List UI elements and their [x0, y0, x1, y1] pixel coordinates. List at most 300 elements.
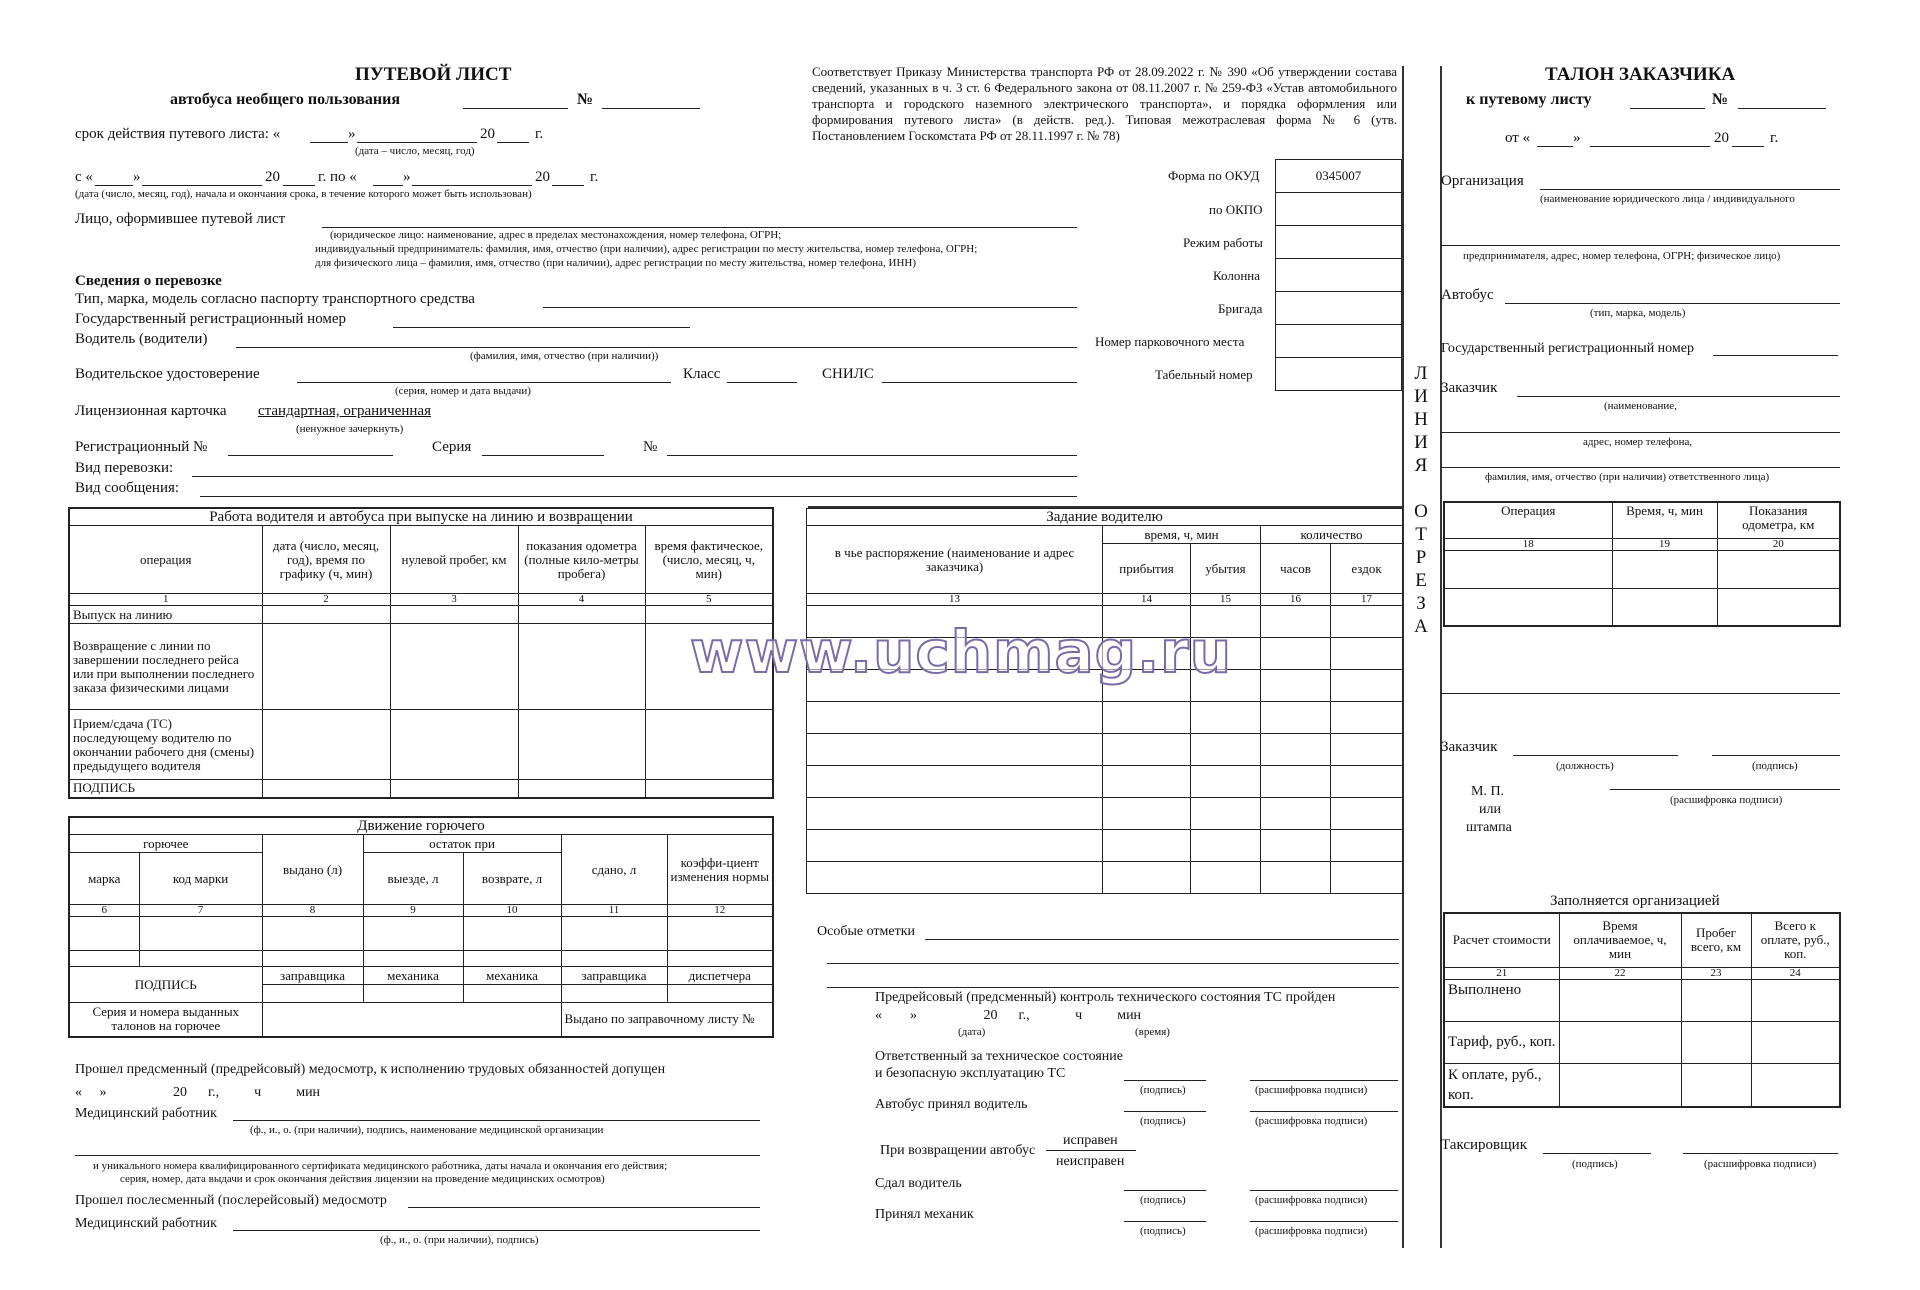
- returned-ok[interactable]: исправен: [1063, 1133, 1118, 1148]
- coupon-calc-table: [1443, 912, 1841, 1108]
- medical-worker-field-3[interactable]: [233, 1230, 760, 1231]
- coupon-subtitle-blank[interactable]: [1630, 108, 1705, 109]
- task-cell[interactable]: [807, 734, 1103, 766]
- task-group-time: время, ч, мин: [1103, 526, 1261, 544]
- medical-worker-label-2: Медицинский работник: [75, 1216, 217, 1231]
- work-col-number: 3: [390, 594, 518, 606]
- coupon-calc-header: Всего к оплате, руб., коп.: [1751, 913, 1840, 967]
- task-cell[interactable]: [1261, 670, 1331, 702]
- period-to-day[interactable]: [373, 185, 403, 186]
- waybill-number-field[interactable]: [602, 108, 700, 109]
- fuel-cell[interactable]: [667, 917, 773, 951]
- work-row-label: ПОДПИСЬ: [69, 780, 262, 798]
- responsible-sign[interactable]: [1124, 1080, 1206, 1081]
- tech-control-date-line[interactable]: « » 20 г., ч мин: [875, 1008, 1142, 1023]
- work-cell[interactable]: [645, 710, 773, 780]
- coupon-customer-field-3[interactable]: [1441, 467, 1840, 468]
- fuel-sign-cell[interactable]: [363, 985, 463, 1003]
- medical-worker-label: Медицинский работник: [75, 1106, 217, 1121]
- work-header-zero-run: нулевой пробег, км: [390, 526, 518, 594]
- transport-heading: Сведения о перевозке: [75, 273, 222, 289]
- validity-year-suffix: г.: [535, 126, 544, 142]
- code-okpo-value[interactable]: [1276, 193, 1402, 226]
- responsible-label-2: и безопасную эксплуатацию ТС: [875, 1066, 1066, 1081]
- code-mode-value[interactable]: [1276, 226, 1402, 259]
- task-table-caption: Задание водителю: [807, 509, 1403, 526]
- period-to-year-suffix: г.: [590, 169, 599, 185]
- transport-kind-field[interactable]: [192, 476, 1077, 477]
- fuel-cell[interactable]: [69, 951, 139, 967]
- fuel-header-coef: коэффи-циент изменения нормы: [667, 835, 773, 905]
- handed-sign[interactable]: [1124, 1190, 1206, 1191]
- handed-sign-hint: (подпись): [1140, 1194, 1186, 1206]
- task-col-number: 17: [1331, 594, 1403, 606]
- work-row-label: Прием/сдача (ТС) последующему водителю по окончании рабочего дня (смены) предыдущего водителя: [69, 710, 262, 780]
- issuer-hint-1: (юридическое лицо: наименование, адрес в пределах местонахождения, номер телефона, ОГРН;: [330, 229, 782, 241]
- work-header-date: дата (число, месяц, год), время по графику (ч, мин): [262, 526, 390, 594]
- coupon-subtitle: к путевому листу: [1466, 91, 1592, 108]
- medical-worker-hint-4: (ф., и., о. (при наличии), подпись): [380, 1234, 539, 1246]
- reg-number-label: Государственный регистрационный номер: [75, 311, 347, 327]
- coupon-position-hint: (должность): [1556, 760, 1614, 772]
- fuel-sign-cell[interactable]: [561, 985, 667, 1003]
- license-label: Водительское удостоверение: [75, 366, 260, 382]
- fuel-header-departure: выезде, л: [363, 853, 463, 905]
- work-cell[interactable]: [390, 780, 518, 798]
- coupon-reg-label: Государственный регистрационный номер: [1441, 341, 1694, 356]
- coupon-op-cell[interactable]: [1717, 588, 1840, 626]
- coupon-calc-header: Расчет стоимости: [1444, 913, 1559, 967]
- coupon-customer-hint-1: (наименование,: [1604, 400, 1677, 412]
- work-cell[interactable]: [390, 710, 518, 780]
- fuel-col-number: 12: [667, 905, 773, 917]
- issuer-field[interactable]: [322, 227, 1077, 228]
- coupon-calc-cell[interactable]: [1559, 1021, 1681, 1063]
- code-parking-value[interactable]: [1276, 325, 1402, 358]
- work-header-odometer: показания одометра (полные кило-метры пробега): [518, 526, 645, 594]
- coupon-date-day[interactable]: [1537, 146, 1573, 147]
- period-from-year[interactable]: [283, 185, 315, 186]
- tech-control-text: Предрейсовый (предсменный) контроль технического состояния ТС пройден: [875, 990, 1336, 1005]
- coupon-calc-cell[interactable]: [1559, 979, 1681, 1021]
- fuel-coupons-field[interactable]: [262, 1003, 561, 1037]
- task-cell[interactable]: [1331, 638, 1403, 670]
- handed-decode[interactable]: [1250, 1190, 1398, 1191]
- task-cell[interactable]: [807, 830, 1103, 862]
- coupon-number-field[interactable]: [1738, 108, 1826, 109]
- code-label-brigade: Бригада: [1218, 301, 1263, 316]
- period-from-quote: »: [133, 169, 141, 185]
- fuel-signer: механика: [463, 967, 561, 985]
- period-to-month[interactable]: [412, 185, 532, 186]
- coupon-op-cell[interactable]: [1444, 588, 1612, 626]
- coupon-calc-cell[interactable]: [1751, 979, 1840, 1021]
- work-col-number: 5: [645, 594, 773, 606]
- work-cell[interactable]: [262, 780, 390, 798]
- mechanic-sign-hint: (подпись): [1140, 1225, 1186, 1237]
- code-okud-value: 0345007: [1276, 160, 1402, 193]
- coupon-calc-row-label: Выполнено: [1444, 979, 1559, 1021]
- coupon-taxer-sign-hint: (подпись): [1572, 1158, 1618, 1170]
- subtitle-blank[interactable]: [463, 108, 568, 109]
- accepted-label: Автобус принял водитель: [875, 1097, 1028, 1112]
- fuel-sign-cell[interactable]: [463, 985, 561, 1003]
- vehicle-type-field[interactable]: [543, 307, 1077, 308]
- work-col-number: 4: [518, 594, 645, 606]
- special-notes-field-2[interactable]: [827, 963, 1399, 964]
- medical-worker-hint-2: и уникального номера квалифицированного сертификата медицинского работника, даты начала и окончания его действия;: [93, 1160, 668, 1172]
- license-card-value[interactable]: стандартная, ограниченная: [258, 403, 431, 419]
- fuel-cell[interactable]: [667, 951, 773, 967]
- task-cell[interactable]: [1261, 702, 1331, 734]
- coupon-customer-sign-field[interactable]: [1712, 755, 1840, 756]
- coupon-bus-label: Автобус: [1441, 287, 1494, 303]
- coupon-customer-field-2[interactable]: [1441, 432, 1840, 433]
- coupon-decode-hint: (расшифровка подписи): [1670, 794, 1783, 806]
- coupon-reg-field[interactable]: [1713, 355, 1838, 356]
- coupon-calc-cell[interactable]: [1681, 1021, 1751, 1063]
- task-cell[interactable]: [1331, 734, 1403, 766]
- validity-label: срок действия путевого листа: «: [75, 126, 281, 142]
- snils-field[interactable]: [882, 382, 1077, 383]
- fuel-cell[interactable]: [561, 951, 667, 967]
- fuel-cell[interactable]: [363, 917, 463, 951]
- coupon-calc-col-number: 23: [1681, 967, 1751, 979]
- returned-label: При возвращении автобус: [880, 1143, 1036, 1158]
- fuel-cell[interactable]: [363, 951, 463, 967]
- task-cell[interactable]: [1191, 734, 1261, 766]
- driver-field[interactable]: [236, 347, 1077, 348]
- vehicle-type-label: Тип, марка, модель согласно паспорту транспортного средства: [75, 291, 475, 307]
- work-row-label: Выпуск на линию: [69, 606, 262, 624]
- fuel-header-brand: марка: [69, 853, 139, 905]
- task-cell[interactable]: [1261, 638, 1331, 670]
- coupon-org-field[interactable]: [1540, 189, 1840, 190]
- coupon-op-header-time: Время, ч, мин: [1612, 502, 1717, 538]
- number-sign: №: [577, 91, 594, 108]
- coupon-calc-row-label: К оплате, руб., коп.: [1444, 1063, 1559, 1107]
- coupon-calc-header: Пробег всего, км: [1681, 913, 1751, 967]
- coupon-calc-col-number: 22: [1559, 967, 1681, 979]
- coupon-calc-cell[interactable]: [1681, 1063, 1751, 1107]
- coupon-stamp-1: М. П.: [1471, 784, 1505, 799]
- coupon-customer-position-field[interactable]: [1513, 755, 1678, 756]
- coupon-date-month[interactable]: [1590, 146, 1710, 147]
- code-column-value[interactable]: [1276, 259, 1402, 292]
- task-cell[interactable]: [1103, 734, 1191, 766]
- task-cell[interactable]: [1191, 862, 1261, 894]
- coupon-op-col-number: 18: [1444, 538, 1612, 550]
- coupon-separator-line: [1441, 693, 1840, 694]
- fuel-sign-cell[interactable]: [262, 985, 363, 1003]
- series-field[interactable]: [482, 455, 604, 456]
- fuel-col-number: 8: [262, 905, 363, 917]
- work-cell[interactable]: [645, 780, 773, 798]
- period-from-year-prefix: 20: [265, 169, 280, 185]
- code-label-mode: Режим работы: [1183, 235, 1263, 250]
- validity-year-field[interactable]: [497, 142, 529, 143]
- task-header-hours: часов: [1261, 544, 1331, 594]
- accepted-decode[interactable]: [1250, 1111, 1398, 1112]
- task-cell[interactable]: [1331, 702, 1403, 734]
- medical-date-line[interactable]: « » 20 г., ч мин: [75, 1085, 321, 1100]
- fuel-header-returned: сдано, л: [561, 835, 667, 905]
- coupon-op-cell[interactable]: [1612, 588, 1717, 626]
- medical-pre-trip: Прошел предсменный (предрейсовый) медосмотр, к исполнению трудовых обязанностей допущен: [75, 1062, 666, 1077]
- coupon-op-header-operation: Операция: [1444, 502, 1612, 538]
- task-header-departure: убытия: [1191, 544, 1261, 594]
- handed-label: Сдал водитель: [875, 1176, 962, 1191]
- task-cell[interactable]: [1261, 606, 1331, 638]
- task-cell[interactable]: [807, 766, 1103, 798]
- task-cell[interactable]: [1261, 798, 1331, 830]
- coupon-customer-sign-label: Заказчик: [1441, 739, 1498, 755]
- task-cell[interactable]: [1191, 702, 1261, 734]
- coupon-taxer-label: Таксировщик: [1441, 1137, 1527, 1153]
- coupon-org-field-2[interactable]: [1441, 245, 1840, 246]
- task-cell[interactable]: [1331, 766, 1403, 798]
- communication-kind-label: Вид сообщения:: [75, 480, 180, 496]
- reg-no-field[interactable]: [228, 455, 393, 456]
- task-col-number: 15: [1191, 594, 1261, 606]
- coupon-taxer-decode-field[interactable]: [1683, 1153, 1838, 1154]
- fuel-cell[interactable]: [139, 951, 262, 967]
- task-cell[interactable]: [1261, 734, 1331, 766]
- fuel-issued-label: Выдано по заправочному листу №: [561, 1003, 773, 1037]
- work-col-number: 1: [69, 594, 262, 606]
- coupon-customer-field[interactable]: [1517, 396, 1840, 397]
- period-to-quote: »: [403, 169, 411, 185]
- period-hint: (дата (число, месяц, год), начала и окончания срока, в течение которого может быть использован): [75, 188, 532, 200]
- form-title: ПУТЕВОЙ ЛИСТ: [355, 64, 512, 85]
- class-field[interactable]: [727, 382, 797, 383]
- coupon-org-hint-2: предпринимателя, адрес, номер телефона, ОГРН; физическое лицо): [1463, 250, 1781, 262]
- reg-no-label: Регистрационный №: [75, 439, 208, 455]
- returned-not-ok[interactable]: неисправен: [1056, 1154, 1125, 1169]
- task-cell[interactable]: [1103, 862, 1191, 894]
- fuel-table-caption: Движение горючего: [69, 817, 773, 835]
- mechanic-decode-hint: (расшифровка подписи): [1255, 1225, 1368, 1237]
- coupon-bus-field[interactable]: [1505, 303, 1840, 304]
- fuel-header-return: возврате, л: [463, 853, 561, 905]
- reg-number-field[interactable]: [393, 327, 690, 328]
- coupon-org-fill-label: Заполняется организацией: [1550, 893, 1720, 909]
- fuel-signer: заправщика: [262, 967, 363, 985]
- coupon-calc-header: Время оплачиваемое, ч, мин: [1559, 913, 1681, 967]
- work-cell[interactable]: [518, 624, 645, 710]
- period-from-day[interactable]: [95, 185, 133, 186]
- fuel-sign-cell[interactable]: [667, 985, 773, 1003]
- task-cell[interactable]: [1191, 798, 1261, 830]
- period-from-label: с «: [75, 169, 93, 185]
- period-to-year-prefix: 20: [535, 169, 550, 185]
- work-cell[interactable]: [262, 606, 390, 624]
- task-cell[interactable]: [807, 702, 1103, 734]
- tech-control-date-hint: (дата): [958, 1026, 986, 1038]
- task-cell[interactable]: [1331, 830, 1403, 862]
- task-cell[interactable]: [1261, 830, 1331, 862]
- coupon-operations-table: [1443, 501, 1841, 627]
- coupon-op-col-number: 19: [1612, 538, 1717, 550]
- license-field[interactable]: [297, 382, 671, 383]
- work-col-number: 2: [262, 594, 390, 606]
- task-cell[interactable]: [1103, 830, 1191, 862]
- issuer-hint-3: для физического лица – фамилия, имя, отчество (при наличии), адрес регистрации по месту жительства, номер телефона, ИНН): [315, 257, 917, 269]
- coupon-calc-row-label: Тариф, руб., коп.: [1444, 1021, 1559, 1063]
- fuel-cell[interactable]: [69, 917, 139, 951]
- special-notes-field-1[interactable]: [925, 939, 1399, 940]
- work-cell[interactable]: [518, 606, 645, 624]
- code-label-okud: Форма по ОКУД: [1168, 168, 1260, 183]
- cut-line-label: Л И Н И Я О Т Р Е З А: [1414, 363, 1428, 637]
- task-cell[interactable]: [1103, 798, 1191, 830]
- driver-label: Водитель (водители): [75, 331, 208, 347]
- responsible-decode[interactable]: [1250, 1080, 1398, 1081]
- mechanic-label: Принял механик: [875, 1207, 974, 1222]
- fuel-group-remain: остаток при: [363, 835, 561, 853]
- medical-worker-hint-3: серия, номер, дата выдачи и срок окончания действия лицензии на проведение медицинских осмотров): [120, 1173, 605, 1185]
- license-card-hint: (ненужное зачеркнуть): [296, 423, 404, 435]
- coupon-calc-cell[interactable]: [1751, 1063, 1840, 1107]
- work-row-label: Возвращение с линии по завершении последнего рейса или при выполнении последнего заказа физическими лицами: [69, 624, 262, 710]
- fuel-cell[interactable]: [561, 917, 667, 951]
- period-to-label: г. по «: [318, 169, 357, 185]
- work-cell[interactable]: [262, 710, 390, 780]
- responsible-decode-hint: (расшифровка подписи): [1255, 1084, 1368, 1096]
- handed-decode-hint: (расшифровка подписи): [1255, 1194, 1368, 1206]
- coupon-date-quote: »: [1573, 130, 1581, 146]
- work-cell[interactable]: [390, 624, 518, 710]
- coupon-decode-field[interactable]: [1610, 789, 1840, 790]
- task-cell[interactable]: [1331, 798, 1403, 830]
- medical-worker-field[interactable]: [233, 1120, 760, 1121]
- coupon-op-cell[interactable]: [1444, 550, 1612, 588]
- mechanic-sign[interactable]: [1124, 1221, 1206, 1222]
- validity-day-field[interactable]: [310, 142, 348, 143]
- work-table: [68, 507, 774, 799]
- fuel-sign-label: ПОДПИСЬ: [69, 967, 262, 1003]
- driver-hint: (фамилия, имя, отчество (при наличии)): [470, 350, 659, 362]
- task-cell[interactable]: [1261, 766, 1331, 798]
- validity-month-field[interactable]: [357, 142, 477, 143]
- fuel-col-number: 6: [69, 905, 139, 917]
- task-header-customer: в чье распоряжение (наименование и адрес заказчика): [807, 526, 1103, 594]
- coupon-customer-hint-2: адрес, номер телефона,: [1583, 436, 1693, 448]
- coupon-stamp-3: штампа: [1466, 820, 1512, 835]
- fuel-header-code: код марки: [139, 853, 262, 905]
- accepted-decode-hint: (расшифровка подписи): [1255, 1115, 1368, 1127]
- accepted-sign[interactable]: [1124, 1111, 1206, 1112]
- fuel-col-number: 9: [363, 905, 463, 917]
- coupon-calc-cell[interactable]: [1559, 1063, 1681, 1107]
- no-field[interactable]: [667, 455, 1077, 456]
- issuer-label: Лицо, оформившее путевой лист: [75, 211, 286, 227]
- task-cell[interactable]: [1331, 606, 1403, 638]
- fuel-cell[interactable]: [139, 917, 262, 951]
- code-brigade-value[interactable]: [1276, 292, 1402, 325]
- form-subtitle: автобуса необщего пользования: [170, 91, 400, 108]
- coupon-taxer-decode-hint: (расшифровка подписи): [1704, 1158, 1817, 1170]
- fuel-col-number: 7: [139, 905, 262, 917]
- coupon-taxer-sign-field[interactable]: [1543, 1153, 1651, 1154]
- special-notes-field-3[interactable]: [827, 987, 1399, 988]
- coupon-year-field[interactable]: [1732, 146, 1764, 147]
- fuel-cell[interactable]: [463, 951, 561, 967]
- task-table: [806, 508, 1403, 894]
- coupon-year-prefix: 20: [1714, 130, 1729, 146]
- task-group-qty: количество: [1261, 526, 1403, 544]
- fuel-col-number: 11: [561, 905, 667, 917]
- fuel-table: [68, 816, 774, 1038]
- validity-year-prefix: 20: [480, 126, 495, 142]
- coupon-year-suffix: г.: [1770, 130, 1779, 146]
- task-col-number: 16: [1261, 594, 1331, 606]
- coupon-calc-cell[interactable]: [1681, 979, 1751, 1021]
- task-cell[interactable]: [807, 798, 1103, 830]
- code-label-okpo: по ОКПО: [1209, 202, 1263, 217]
- work-cell[interactable]: [262, 624, 390, 710]
- no-label: №: [643, 439, 658, 455]
- fuel-signer: диспетчера: [667, 967, 773, 985]
- task-cell[interactable]: [1191, 766, 1261, 798]
- coupon-op-header-odometer: Показания одометра, км: [1717, 502, 1840, 538]
- task-cell[interactable]: [807, 862, 1103, 894]
- legal-note: Соответствует Приказу Министерства транспорта РФ от 28.09.2022 г. № 390 «Об утверждении состава сведений, указанных в ч. 3 ст. 6 Федерального закона от 08.11.2007 г. № 259-ФЗ «Устав автомобильного транспорта и городского наземного электрического транспорта», и порядка оформления или формирования путевого листа» (в действ. ред.). Типовая межотраслевая форма № 6 (утв. Постановлением Госкомстата РФ от 28.11.1997 г. № 78): [812, 64, 1397, 143]
- coupon-op-cell[interactable]: [1612, 550, 1717, 588]
- task-cell[interactable]: [1331, 670, 1403, 702]
- period-from-month[interactable]: [142, 185, 262, 186]
- task-header-arrival: прибытия: [1103, 544, 1191, 594]
- coupon-stamp-2: или: [1479, 802, 1501, 817]
- work-header-operation: операция: [69, 526, 262, 594]
- medical-post-trip: Прошел послесменный (послерейсовый) медосмотр: [75, 1193, 387, 1208]
- work-cell[interactable]: [518, 710, 645, 780]
- task-cell[interactable]: [1103, 702, 1191, 734]
- code-label-column: Колонна: [1213, 268, 1261, 283]
- medical-worker-hint-1: (ф., и., о. (при наличии), подпись, наименование медицинской организации: [250, 1124, 604, 1136]
- fuel-signer: механика: [363, 967, 463, 985]
- task-cell[interactable]: [1261, 862, 1331, 894]
- medical-post-trip-field[interactable]: [408, 1207, 760, 1208]
- medical-worker-field-2[interactable]: [75, 1155, 760, 1156]
- fuel-cell[interactable]: [463, 917, 561, 951]
- fuel-col-number: 10: [463, 905, 561, 917]
- task-cell[interactable]: [1103, 766, 1191, 798]
- code-tab-value[interactable]: [1276, 358, 1402, 391]
- coupon-customer-label: Заказчик: [1441, 380, 1498, 396]
- task-cell[interactable]: [1191, 830, 1261, 862]
- responsible-sign-hint: (подпись): [1140, 1084, 1186, 1096]
- task-cell[interactable]: [1331, 862, 1403, 894]
- period-to-year[interactable]: [552, 185, 584, 186]
- fuel-cell[interactable]: [262, 951, 363, 967]
- work-cell[interactable]: [390, 606, 518, 624]
- mechanic-decode[interactable]: [1250, 1221, 1398, 1222]
- transport-kind-label: Вид перевозки:: [75, 460, 174, 476]
- issuer-hint-2: индивидуальный предприниматель: фамилия, имя, отчество (при наличии), адрес регистрации по месту жительства, номер телефона, ОГРН;: [315, 243, 978, 255]
- communication-kind-field[interactable]: [200, 496, 1077, 497]
- work-table-caption: Работа водителя и автобуса при выпуске на линию и возвращении: [69, 508, 773, 526]
- fuel-cell[interactable]: [262, 917, 363, 951]
- work-cell[interactable]: [518, 780, 645, 798]
- coupon-calc-cell[interactable]: [1751, 1021, 1840, 1063]
- work-header-actual-time: время фактическое, (число, месяц, ч, мин): [645, 526, 773, 594]
- coupon-op-cell[interactable]: [1717, 550, 1840, 588]
- tech-control-time-hint: (время): [1135, 1026, 1170, 1038]
- code-label-parking: Номер парковочного места: [1095, 334, 1245, 349]
- special-notes-label: Особые отметки: [817, 924, 915, 939]
- cut-line: [1440, 66, 1442, 1248]
